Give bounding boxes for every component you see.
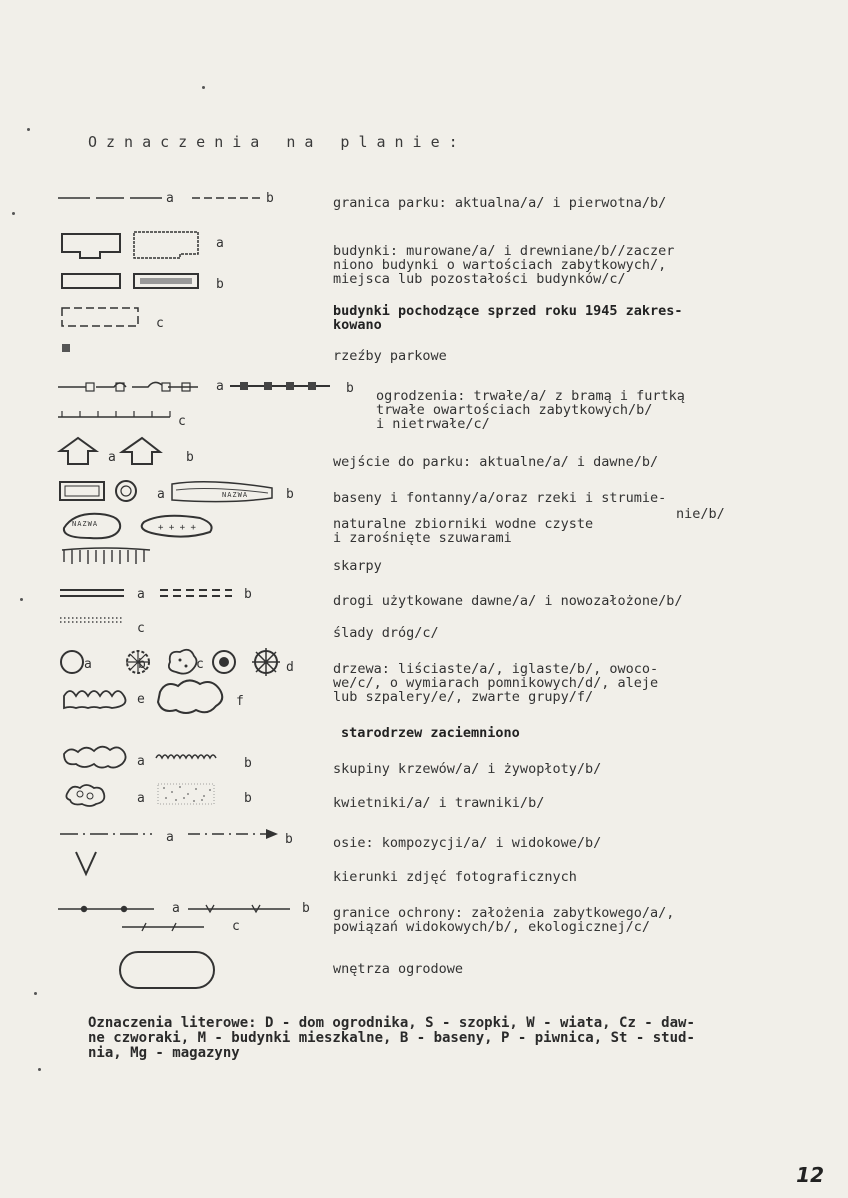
- legend-text-garden-interiors: wnętrza ogrodowe: [333, 961, 464, 977]
- flowerbeds-symbol: [66, 782, 226, 808]
- label-c: c: [196, 657, 204, 672]
- fences-symbol: [58, 375, 348, 425]
- label-a: a: [166, 191, 174, 206]
- axes-symbol: [60, 826, 290, 846]
- label-a: a: [137, 791, 145, 806]
- legend-text-old-trees: starodrzew zaciemniono: [341, 725, 520, 741]
- legend-text-roads: drogi użytkowane dawne/a/ i nowozałożone/b/: [333, 593, 683, 609]
- label-b: b: [346, 381, 354, 396]
- label-c: c: [232, 919, 240, 934]
- shrubs-symbol: [60, 746, 260, 772]
- trees-symbol: [60, 646, 300, 722]
- label-e: e: [137, 692, 145, 707]
- speck: [20, 598, 23, 601]
- label-b: b: [285, 832, 293, 847]
- label-b: b: [286, 487, 294, 502]
- label-a: a: [216, 379, 224, 394]
- label-a: a: [157, 487, 165, 502]
- legend-text-scarps: skarpy: [333, 558, 382, 574]
- photo-direction-icon: [74, 850, 104, 880]
- svg-text:+ + + +: + + + +: [158, 523, 196, 533]
- scarps-symbol: [62, 548, 152, 568]
- label-b: b: [244, 791, 252, 806]
- buildings-symbol: [62, 230, 212, 330]
- legend-text-shrubs: skupiny krzewów/a/ i żywopłoty/b/: [333, 761, 602, 777]
- page-title: Oznaczenia na planie:: [88, 133, 467, 151]
- legend-text-photo-directions: kierunki zdjęć fotograficznych: [333, 869, 577, 885]
- speck: [38, 1068, 41, 1071]
- label-b: b: [186, 450, 194, 465]
- water-name-label: NAZWA: [72, 520, 99, 528]
- legend-text-protection-boundaries: granice ochrony: założenia zabytkowego/a/, powiązań widokowych/b/, ekologicznej/c/: [333, 905, 675, 935]
- legend-text-entrance: wejście do parku: aktualne/a/ i dawne/b/: [333, 454, 659, 470]
- roads-symbol: [60, 584, 240, 628]
- label-b: b: [266, 191, 274, 206]
- label-a: a: [166, 830, 174, 845]
- legend-text-park-boundary: granica parku: aktualna/a/ i pierwotna/b/: [333, 195, 667, 211]
- protection-boundaries-symbol: [58, 900, 308, 936]
- label-b: b: [216, 277, 224, 292]
- speck: [202, 86, 205, 89]
- legend-text-water-natural: naturalne zbiorniki wodne czyste i zarośnięte szuwarami: [333, 516, 594, 546]
- label-b: b: [244, 756, 252, 771]
- legend-text-water: baseny i fontanny/a/oraz rzeki i strumie-: [333, 490, 667, 506]
- legend-text-water-cont: nie/b/: [676, 506, 725, 522]
- label-c: c: [178, 414, 186, 429]
- label-b: b: [244, 587, 252, 602]
- label-a: a: [137, 587, 145, 602]
- legend-text-fences: ogrodzenia: trwałe/a/ z bramą i furtką trwałe owartościach zabytkowych/b/ i nietrwałe/c/: [376, 388, 685, 432]
- legend-text-buildings: budynki: murowane/a/ i drewniane/b//zaczer niono budynki o wartościach zabytkowych/, miejsca lub pozostałości budynków/c/: [333, 243, 675, 287]
- label-a: a: [84, 657, 92, 672]
- label-b: b: [138, 657, 146, 672]
- speck: [27, 128, 30, 131]
- label-d: d: [286, 660, 294, 675]
- sculpture-icon: [62, 344, 70, 352]
- label-a: a: [216, 236, 224, 251]
- label-f: f: [236, 694, 244, 709]
- legend-text-axes: osie: kompozycji/a/ i widokowe/b/: [333, 835, 602, 851]
- letter-codes-note: Oznaczenia literowe: D - dom ogrodnika, S - szopki, W - wiata, Cz - daw- ne czworaki, M - budynki mieszkalne, B - baseny, P - piwnica, St - stud- nia, Mg - magazyny: [88, 1015, 695, 1061]
- legend-text-sculptures: rzeźby parkowe: [333, 348, 447, 364]
- speck: [34, 992, 37, 995]
- label-a: a: [137, 754, 145, 769]
- water-symbol: [60, 478, 290, 548]
- legend-text-road-traces: ślady dróg/c/: [333, 625, 439, 641]
- water-name-label: NAZWA: [222, 491, 249, 499]
- legend-text-trees: drzewa: liściaste/a/, iglaste/b/, owoco- we/c/, o wymiarach pomnikowych/d/, aleje lub szpalery/e/, zwarte grupy/f/: [333, 661, 659, 705]
- label-c: c: [156, 316, 164, 331]
- legend-text-buildings-pre1945: budynki pochodzące sprzed roku 1945 zakres- kowano: [333, 303, 683, 333]
- entrance-symbol: [60, 438, 190, 468]
- page-number: 12: [796, 1163, 824, 1187]
- label-b: b: [302, 901, 310, 916]
- label-c: c: [137, 621, 145, 636]
- label-a: a: [172, 901, 180, 916]
- garden-interior-symbol: [118, 950, 218, 994]
- legend-text-flowerbeds: kwietniki/a/ i trawniki/b/: [333, 795, 545, 811]
- speck: [12, 212, 15, 215]
- label-a: a: [108, 450, 116, 465]
